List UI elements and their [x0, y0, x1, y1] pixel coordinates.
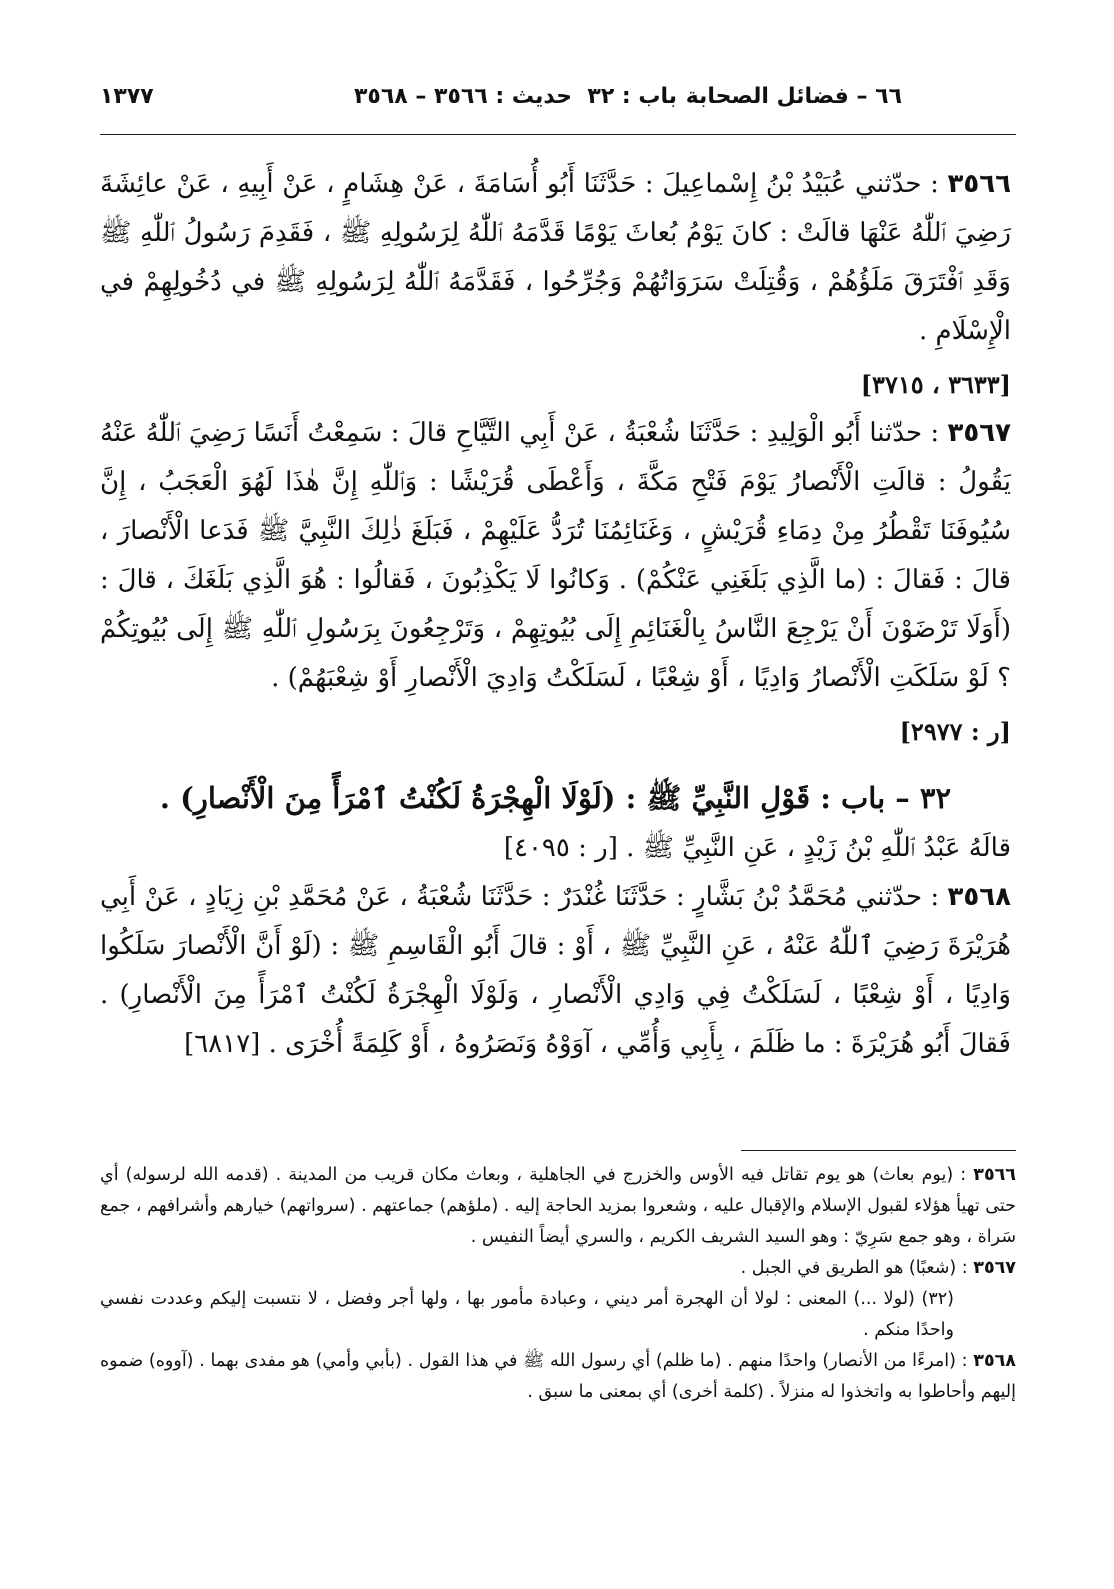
main-text [100, 160, 1011, 1069]
hadith-range: حديث : ٣٥٦٦ – ٣٥٦٨ [354, 84, 572, 109]
chapter-note: قالَهُ عَبْدُ ٱللّٰهِ بْنُ زَيْدٍ ، عَنِ النَّبِيِّ ﷺ . [ر : ٤٠٩٥] [503, 833, 1011, 863]
footnote-3568 [100, 1346, 1016, 1408]
hadith-number: ٣٥٦٧ [947, 418, 1011, 448]
hadith-number: ٣٥٦٨ [947, 882, 1011, 912]
page-header [100, 84, 902, 124]
footnotes [100, 1160, 1016, 1408]
footnote-divider [741, 1150, 1016, 1151]
hadith-3566 [100, 160, 1011, 356]
footnote-text: : (امرءًا من الأنصار) واحدًا منهم . (ما ظلم) أي رسول الله ﷺ في هذا القول . (بأبي وأمي) هو مفدى بهما . (آووه) ضموه إليهم وأحاطوا به واتخذوا له منزلاً . (كلمة أخرى) أي بمعنى ما سبق . [100, 1351, 1016, 1402]
chapter-heading: ٣٢ – باب : قَوْلِ النَّبِيِّ ﷺ : (لَوْلَا الْهِجْرَةُ لَكُنْتُ ٱمْرَأً مِنَ الْأَنْصارِ) . [159, 781, 952, 815]
hadith-reference: [٣٦٣٣ ، ٣٧١٥] [860, 370, 1011, 399]
footnote-number: ٣٥٦٦ [973, 1165, 1016, 1185]
hadith-number: ٣٥٦٦ [947, 169, 1011, 199]
footnote-chapter-32: (٣٢) (لولا ...) المعنى : لولا أن الهجرة أمر ديني ، وعبادة مأمور بها ، ولها أجر وفضل ، لا نتسبت إليكم وعددت نفسي واحدًا منكم . [100, 1289, 954, 1340]
footnote-number: ٣٥٦٧ [973, 1258, 1016, 1278]
footnote-3566 [100, 1160, 1016, 1253]
footnote-number: ٣٥٦٨ [973, 1351, 1016, 1371]
footnote-3567 [100, 1253, 1016, 1284]
page-number: ١٣٧٧ [100, 84, 154, 109]
chapter-number: باب : ٣٢ [587, 84, 677, 109]
footnote-text: : (شعبًا) هو الطريق في الجبل . [740, 1258, 974, 1278]
section-title: ٦٦ – فضائل الصحابة [685, 84, 902, 109]
hadith-text: : حدّثني مُحَمَّدُ بْنُ بَشَّارٍ : حَدَّثَنَا غُنْدَرٌ : حَدَّثَنَا شُعْبَةُ ، عَنْ مُحَمَّدِ بْنِ زِيَادٍ ، عَنْ أَبِي هُرَيْرَةَ رَضِيَ ٱللّٰهُ عَنْهُ ، عَنِ النَّبِيِّ ﷺ ، أَوْ : قالَ أَبُو الْقَاسِمِ ﷺ : (لَوْ أَنَّ الْأَنْصارَ سَلَكُوا وَادِيًا ، أَوْ شِعْبًا ، لَسَلَكْتُ فِي وَادِي الْأَنْصارِ ، وَلَوْلَا الْهِجْرَةُ لَكُنْتُ ٱمْرَأً مِنَ الْأَنْصارِ) . فَقالَ أَبُو هُرَيْرَةَ : ما ظَلَمَ ، بِأَبِي وَأُمِّي ، آوَوْهُ وَنَصَرُوهُ ، أَوْ كَلِمَةً أُخْرَى . [٦٨١٧] [100, 882, 1011, 1059]
hadith-text: : حدّثنا أَبُو الْوَلِيدِ : حَدَّثَنَا شُعْبَةُ ، عَنْ أَبِي التَّيَّاحِ قالَ : سَمِعْتُ أَنَسًا رَضِيَ ٱللّٰهُ عَنْهُ يَقُولُ : قالَتِ الْأَنْصارُ يَوْمَ فَتْحِ مَكَّةَ ، وَأَعْطَى قُرَيْشًا : وَٱللّٰهِ إِنَّ هٰذَا لَهُوَ الْعَجَبُ ، إِنَّ سُيُوفَنَا تَقْطُرُ مِنْ دِمَاءِ قُرَيْشٍ ، وَغَنَائِمُنَا تُرَدُّ عَلَيْهِمْ ، فَبَلَغَ ذٰلِكَ النَّبِيَّ ﷺ فَدَعا الْأَنْصارَ ، قالَ : فَقالَ : (ما الَّذِي بَلَغَنِي عَنْكُمْ) . وَكانُوا لَا يَكْذِبُونَ ، فَقالُوا : هُوَ الَّذِي بَلَغَكَ ، قالَ : (أَوَلَا تَرْضَوْنَ أَنْ يَرْجِعَ النَّاسُ بِالْغَنَائِمِ إِلَى بُيُوتِهِمْ ، وَتَرْجِعُونَ بِرَسُولِ ٱللّٰهِ ﷺ إِلَى بُيُوتِكُمْ ؟ لَوْ سَلَكَتِ الْأَنْصارُ وَادِيًا ، أَوْ شِعْبًا ، لَسَلَكْتُ وَادِيَ الْأَنْصارِ أَوْ شِعْبَهُمْ) . [100, 418, 1011, 693]
footnote-text: : (يوم بعاث) هو يوم تقاتل فيه الأوس والخزرج في الجاهلية ، وبعاث مكان قريب من المدينة . (قدمه الله لرسوله) أي حتى تهيأ هؤلاء لقبول الإسلام والإقبال عليه ، وشعروا بمزيد الحاجة إليه . (ملؤهم) جماعتهم . (سرواتهم) خيارهم وأشرافهم ، جمع سَراة ، وهو جمع سَرِيّ : وهو السيد الشريف الكريم ، والسري أيضاً النفيس . [100, 1165, 1016, 1247]
hadith-reference: [ر : ٢٩٧٧] [899, 717, 1011, 746]
hadith-text: : حدّثني عُبَيْدُ بْنُ إِسْماعِيلَ : حَدَّثَنَا أَبُو أُسَامَةَ ، عَنْ هِشَامٍ ، عَنْ أَبِيهِ ، عَنْ عائِشَةَ رَضِيَ ٱللّٰهُ عَنْهَا قالَتْ : كانَ يَوْمُ بُعاثَ يَوْمًا قَدَّمَهُ ٱللّٰهُ لِرَسُولِهِ ﷺ ، فَقَدِمَ رَسُولُ ٱللّٰهِ ﷺ وَقَدِ ٱفْتَرَقَ مَلَؤُهُمْ ، وَقُتِلَتْ سَرَوَاتُهُمْ وَجُرِّحُوا ، فَقَدَّمَهُ ٱللّٰهُ لِرَسُولِهِ ﷺ في دُخُولِهِمْ في الْإِسْلَامِ . [100, 169, 1011, 346]
hadith-3568 [100, 873, 1011, 1069]
hadith-3567 [100, 409, 1011, 703]
header-divider [100, 134, 1016, 135]
